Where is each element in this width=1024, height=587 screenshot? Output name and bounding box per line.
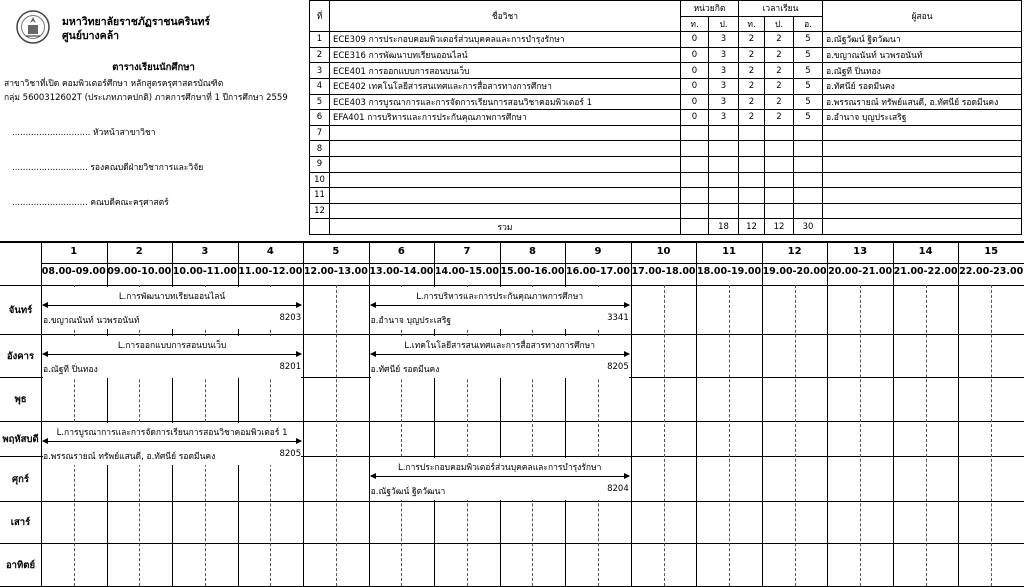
header-credit-practice: ป.	[709, 16, 739, 32]
row-no: 1	[310, 32, 330, 48]
credit-theory	[681, 156, 709, 172]
class-room: 3341	[607, 313, 629, 323]
duration-arrow-icon	[371, 305, 629, 306]
class-teacher: อ.พรรณรายณ์ ทรัพย์แสนดี, อ.ทัศนีย์ รอดมีนคง	[43, 449, 215, 463]
slot-number: 3	[172, 246, 238, 257]
class-name: L.เทคโนโลยีสารสนเทศและการสื่อสารทางการศึกษา	[371, 338, 629, 352]
slot-number: 1	[41, 246, 107, 257]
header-time-self: อ.	[794, 16, 823, 32]
row-no: 3	[310, 63, 330, 79]
time-theory: 2	[739, 78, 765, 94]
duration-arrow-icon	[43, 305, 301, 306]
day-label: เสาร์	[0, 515, 41, 530]
subject-name	[330, 125, 681, 141]
slot-number: 8	[500, 246, 566, 257]
subject-row	[310, 63, 1022, 79]
time-self	[794, 156, 823, 172]
credit-theory: 0	[681, 47, 709, 63]
grid-row-line	[0, 285, 1024, 286]
slot-time: 20.00-21.00	[827, 266, 893, 277]
time-self	[794, 125, 823, 141]
time-self: 5	[794, 63, 823, 79]
credit-theory	[681, 188, 709, 204]
time-self: 5	[794, 94, 823, 110]
subject-table-body	[310, 32, 1022, 219]
class-block	[371, 287, 629, 329]
credit-theory	[681, 141, 709, 157]
subject-row	[310, 32, 1022, 48]
instructor: อ.ณัฐวัฒน์ ฐิตวัฒนา	[823, 32, 1022, 48]
half-hour-dashed-line	[664, 285, 665, 586]
time-practice	[765, 141, 794, 157]
slot-number: 6	[369, 246, 435, 257]
info-panel	[0, 0, 307, 240]
credit-practice: 3	[709, 110, 739, 126]
header-credit: หน่วยกิต	[681, 1, 739, 17]
slot-number: 7	[434, 246, 500, 257]
subject-name	[330, 203, 681, 219]
subject-row	[310, 172, 1022, 188]
header-time-theory: ท.	[739, 16, 765, 32]
row-no: 9	[310, 156, 330, 172]
time-self: 5	[794, 78, 823, 94]
class-name: L.การประกอบคอมพิวเตอร์ส่วนบุคคลและการบำรุงรักษา	[371, 460, 629, 474]
slot-time: 12.00-13.00	[303, 266, 369, 277]
subject-row	[310, 94, 1022, 110]
time-practice	[765, 172, 794, 188]
slot-time: 22.00-23.00	[958, 266, 1024, 277]
time-theory: 2	[739, 63, 765, 79]
class-block	[43, 336, 301, 378]
credit-practice	[709, 172, 739, 188]
class-room: 8201	[279, 362, 301, 372]
grid-row-line	[0, 334, 1024, 335]
slot-number: 12	[762, 246, 828, 257]
credit-practice	[709, 125, 739, 141]
time-theory	[739, 141, 765, 157]
day-label: จันทร์	[0, 303, 41, 318]
time-theory: 2	[739, 32, 765, 48]
half-hour-dashed-line	[532, 285, 533, 586]
weekly-schedule-grid	[0, 241, 1024, 586]
subject-row	[310, 125, 1022, 141]
time-practice: 2	[765, 94, 794, 110]
class-name: L.การออกแบบการสอนบนเว็บ	[43, 338, 301, 352]
subject-name	[330, 141, 681, 157]
credit-practice: 3	[709, 78, 739, 94]
subject-row	[310, 78, 1022, 94]
row-no: 10	[310, 172, 330, 188]
class-teacher: อ.ณัฐที ปิ่นทอง	[43, 362, 98, 376]
time-practice: 2	[765, 32, 794, 48]
half-hour-dashed-line	[467, 285, 468, 586]
grid-row-line	[0, 421, 1024, 422]
slot-time: 10.00-11.00	[172, 266, 238, 277]
time-self: 5	[794, 47, 823, 63]
class-name: L.การพัฒนาบทเรียนออนไลน์	[43, 289, 301, 303]
half-hour-dashed-line	[401, 285, 402, 586]
row-no: 4	[310, 78, 330, 94]
time-theory	[739, 156, 765, 172]
credit-practice	[709, 188, 739, 204]
credit-theory	[681, 203, 709, 219]
day-label: พุธ	[0, 392, 41, 407]
class-teacher: อ.อำนาจ บุญประเสริฐ	[371, 313, 451, 327]
day-label: พฤหัสบดี	[0, 432, 41, 447]
subject-name: ECE316 การพัฒนาบทเรียนออนไลน์	[330, 47, 681, 63]
time-self	[794, 203, 823, 219]
class-name: L.การบูรณาการและการจัดการเรียนการสอนวิชาคอมพิวเตอร์ 1	[43, 425, 301, 439]
time-practice	[765, 203, 794, 219]
slot-time: 14.00-15.00	[434, 266, 500, 277]
day-label: อาทิตย์	[0, 558, 41, 573]
instructor: อ.อำนาจ บุญประเสริฐ	[823, 110, 1022, 126]
class-block	[43, 423, 301, 465]
class-room: 8204	[607, 484, 629, 494]
slot-time: 08.00-09.00	[41, 266, 107, 277]
half-hour-dashed-line	[598, 285, 599, 586]
header-time-practice: ป.	[765, 16, 794, 32]
total-time-theory: 12	[739, 219, 765, 235]
credit-theory: 0	[681, 63, 709, 79]
row-no: 2	[310, 47, 330, 63]
slot-time: 21.00-22.00	[893, 266, 959, 277]
credit-theory	[681, 125, 709, 141]
row-no: 5	[310, 94, 330, 110]
class-teacher: อ.ทัศนีย์ รอดมีนคง	[371, 362, 440, 376]
subject-row	[310, 110, 1022, 126]
campus-name: ศูนย์บางคล้า	[62, 27, 119, 44]
slot-time: 17.00-18.00	[631, 266, 697, 277]
half-hour-dashed-line	[926, 285, 927, 586]
subject-row	[310, 141, 1022, 157]
credit-theory: 0	[681, 32, 709, 48]
class-block	[43, 287, 301, 329]
grid-column-line	[827, 243, 828, 586]
subject-table	[309, 0, 1022, 235]
class-block	[371, 336, 629, 378]
signature-line-deputy: ............................ รองคณบดีฝ่ายวิชาการและวิจัย	[12, 160, 203, 174]
half-hour-dashed-line	[860, 285, 861, 586]
instructor	[823, 188, 1022, 204]
credit-theory: 0	[681, 78, 709, 94]
grid-column-line	[762, 243, 763, 586]
slot-number: 15	[958, 246, 1024, 257]
subject-name: ECE401 การออกแบบการสอนบนเว็บ	[330, 63, 681, 79]
class-room: 8203	[279, 313, 301, 323]
subject-name: ECE403 การบูรณาการและการจัดการเรียนการสอนวิชาคอมพิวเตอร์ 1	[330, 94, 681, 110]
slot-number: 13	[827, 246, 893, 257]
class-name: L.การบริหารและการประกันคุณภาพการศึกษา	[371, 289, 629, 303]
subject-name	[330, 156, 681, 172]
time-practice	[765, 125, 794, 141]
instructor	[823, 125, 1022, 141]
time-practice: 2	[765, 63, 794, 79]
slot-number: 4	[238, 246, 304, 257]
class-room: 8205	[607, 362, 629, 372]
time-self: 5	[794, 110, 823, 126]
slot-number: 14	[893, 246, 959, 257]
time-theory	[739, 125, 765, 141]
slot-time: 19.00-20.00	[762, 266, 828, 277]
credit-practice	[709, 156, 739, 172]
credit-practice: 3	[709, 63, 739, 79]
slot-time: 11.00-12.00	[238, 266, 304, 277]
credit-practice: 3	[709, 94, 739, 110]
time-theory: 2	[739, 110, 765, 126]
subject-row	[310, 47, 1022, 63]
university-seal-icon	[16, 10, 50, 44]
signature-line-head: ............................. หัวหน้าสาขาวิชา	[12, 125, 155, 139]
group-line: กลุ่ม 5600312602T (ประเภทภาคปกติ) ภาคการศึกษาที่ 1 ปีการศึกษา 2559	[4, 90, 288, 104]
subject-name	[330, 188, 681, 204]
subject-name: EFA401 การบริหารและการประกันคุณภาพการศึกษา	[330, 110, 681, 126]
half-hour-dashed-line	[991, 285, 992, 586]
header-divider-line	[41, 263, 1024, 264]
signature-line-dean: ............................ คณบดีคณะครุศาสตร์	[12, 195, 169, 209]
row-no: 8	[310, 141, 330, 157]
credit-theory: 0	[681, 94, 709, 110]
instructor	[823, 156, 1022, 172]
slot-number: 11	[696, 246, 762, 257]
header-no: ที่	[310, 1, 330, 32]
half-hour-dashed-line	[336, 285, 337, 586]
time-practice	[765, 156, 794, 172]
instructor	[823, 141, 1022, 157]
time-theory: 2	[739, 94, 765, 110]
grid-row-line	[0, 543, 1024, 544]
slot-time: 16.00-17.00	[565, 266, 631, 277]
credit-practice	[709, 141, 739, 157]
instructor: อ.ทัศนีย์ รอดมีนคง	[823, 78, 1022, 94]
slot-number: 2	[107, 246, 173, 257]
grid-column-line	[303, 243, 304, 586]
class-teacher: อ.ขญาณนันท์ นวพรอนันท์	[43, 313, 140, 327]
duration-arrow-icon	[43, 441, 301, 442]
slot-time: 15.00-16.00	[500, 266, 566, 277]
subject-name	[330, 172, 681, 188]
time-self	[794, 188, 823, 204]
class-room: 8205	[279, 449, 301, 459]
day-label: ศุกร์	[0, 472, 41, 487]
instructor: อ.พรรณรายณ์ ทรัพย์แสนดี, อ.ทัศนีย์ รอดมีนคง	[823, 94, 1022, 110]
subject-name: ECE309 การประกอบคอมพิวเตอร์ส่วนบุคคลและการบำรุงรักษา	[330, 32, 681, 48]
time-theory	[739, 188, 765, 204]
duration-arrow-icon	[371, 476, 629, 477]
grid-column-line	[958, 243, 959, 586]
grid-column-line	[893, 243, 894, 586]
slot-number: 10	[631, 246, 697, 257]
total-row	[310, 219, 1022, 235]
slot-time: 13.00-14.00	[369, 266, 435, 277]
credit-theory	[681, 172, 709, 188]
time-self	[794, 172, 823, 188]
day-label: อังคาร	[0, 349, 41, 364]
class-teacher: อ.ณัฐวัฒน์ ฐิตวัฒนา	[371, 484, 446, 498]
total-time-practice: 12	[765, 219, 794, 235]
time-theory: 2	[739, 47, 765, 63]
total-no-cell	[310, 219, 330, 235]
time-practice: 2	[765, 47, 794, 63]
row-no: 6	[310, 110, 330, 126]
subject-row	[310, 203, 1022, 219]
slot-time: 18.00-19.00	[696, 266, 762, 277]
total-time-self: 30	[794, 219, 823, 235]
time-self	[794, 141, 823, 157]
row-no: 12	[310, 203, 330, 219]
credit-practice	[709, 203, 739, 219]
header-study-time: เวลาเรียน	[739, 1, 823, 17]
instructor	[823, 172, 1022, 188]
grid-column-line	[631, 243, 632, 586]
total-label: รวม	[330, 219, 681, 235]
header-subject-name: ชื่อวิชา	[330, 1, 681, 32]
credit-theory: 0	[681, 110, 709, 126]
row-no: 7	[310, 125, 330, 141]
total-instructor-cell	[823, 219, 1022, 235]
time-practice: 2	[765, 110, 794, 126]
subject-name: ECE402 เทคโนโลยีสารสนเทศและการสื่อสารทางการศึกษา	[330, 78, 681, 94]
time-practice	[765, 188, 794, 204]
subject-row	[310, 156, 1022, 172]
time-theory	[739, 203, 765, 219]
time-theory	[739, 172, 765, 188]
instructor: อ.ขญาณนันท์ นวพรอนันท์	[823, 47, 1022, 63]
grid-column-line	[696, 243, 697, 586]
program-line: สาขาวิชาที่เปิด คอมพิวเตอร์ศึกษา หลักสูตรครุศาสตรบัณฑิต	[4, 76, 223, 90]
credit-practice: 3	[709, 47, 739, 63]
row-no: 11	[310, 188, 330, 204]
duration-arrow-icon	[371, 354, 629, 355]
slot-number: 5	[303, 246, 369, 257]
grid-column-line	[41, 243, 42, 586]
university-name: มหาวิทยาลัยราชภัฏราชนครินทร์	[62, 13, 210, 30]
time-practice: 2	[765, 78, 794, 94]
slot-number: 9	[565, 246, 631, 257]
total-credit-practice: 18	[709, 219, 739, 235]
half-hour-dashed-line	[795, 285, 796, 586]
duration-arrow-icon	[43, 354, 301, 355]
time-self: 5	[794, 32, 823, 48]
grid-row-line	[0, 501, 1024, 502]
grid-column-line	[369, 243, 370, 586]
instructor: อ.ณัฐที ปิ่นทอง	[823, 63, 1022, 79]
header-credit-theory: ท.	[681, 16, 709, 32]
total-credit-theory	[681, 219, 709, 235]
credit-practice: 3	[709, 32, 739, 48]
half-hour-dashed-line	[729, 285, 730, 586]
subject-row	[310, 188, 1022, 204]
instructor	[823, 203, 1022, 219]
class-block	[371, 458, 629, 500]
slot-time: 09.00-10.00	[107, 266, 173, 277]
page-title: ตารางเรียนนักศึกษา	[0, 60, 307, 75]
header-instructor: ผู้สอน	[823, 1, 1022, 32]
